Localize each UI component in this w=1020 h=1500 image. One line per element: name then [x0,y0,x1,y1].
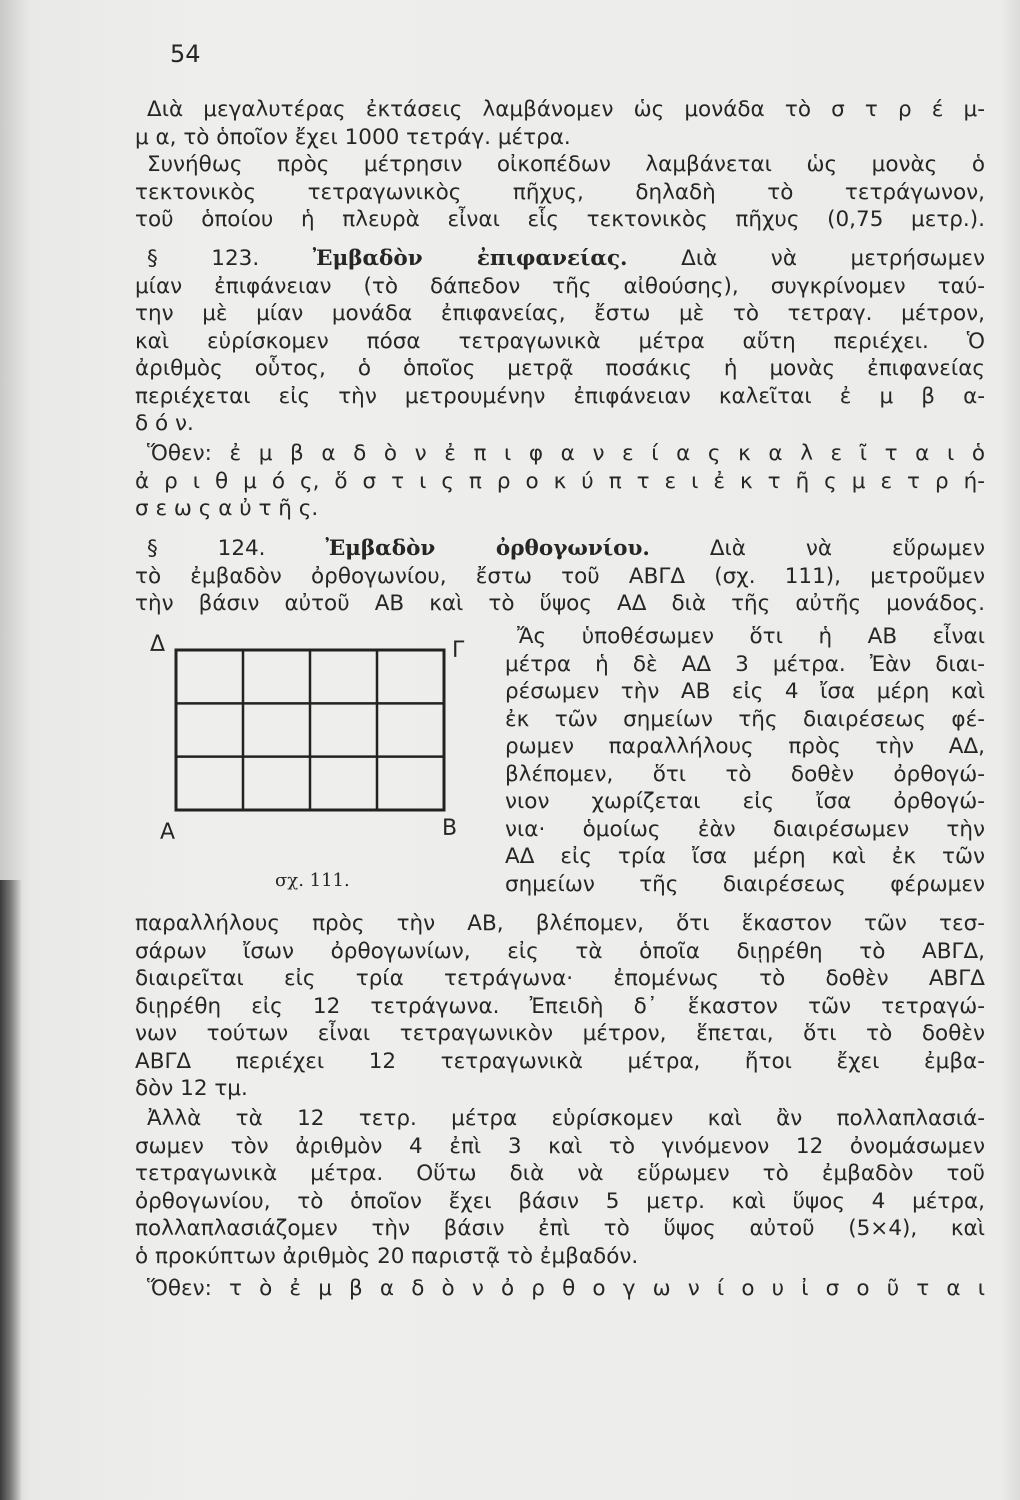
text-line: ἀ ρ ι θ μ ό ς, ὅ σ τ ι ς π ρ ο κ ύ π τ ε ι ἐ κ τ ῆ ς μ ε τ ρ ή- [135,468,985,494]
section-124-heading-line [135,535,985,563]
text-line: νιον χωρίζεται εἰς ἴσα ὀρθογώ- [505,789,985,814]
text-line: ὁ προκύπτων ἀριθμὸς 20 παριστᾷ τὸ ἐμβαδόν. [135,1243,639,1269]
text-line: ρέσωμεν τὴν ΑΒ εἰς 4 ἴσα μέρη καὶ [505,679,985,704]
text-line: Ἄς ὑποθέσωμεν ὅτι ἡ ΑΒ εἶναι [517,624,985,649]
section-first-text: Διὰ νὰ μετρήσωμεν [681,246,986,271]
text-line: ρωμεν παραλλήλους πρὸς τὴν ΑΔ, [505,734,985,759]
vertex-label-alpha: Α [160,820,176,845]
section-first-text: Διὰ νὰ εὕρωμεν [709,536,985,561]
text-line: ΑΒΓΔ περιέχει 12 τετραγωνικὰ μέτρα, ἤτοι ἔχει ἐμβα- [135,1048,985,1074]
text-line: καὶ εὑρίσκομεν πόσα τετραγωνικὰ μέτρα αὕτη περιέχει. Ὁ [135,328,985,354]
section-title: Ἐμβαδὸν ἐπιφανείας. [312,246,628,271]
text-line: παραλλήλους πρὸς τὴν ΑΒ, βλέπομεν, ὅτι ἕκαστον τῶν τεσ- [135,911,985,936]
text-line: μίαν ἐπιφάνειαν (τὸ δάπεδον τῆς αἰθούσης), συγκρίνομεν ταύ- [135,273,985,299]
text-line: μέτρα ἡ δὲ ΑΔ 3 μέτρα. Ἐὰν διαι- [505,651,985,677]
text-line: σωμεν τὸν ἀριθμὸν 4 ἐπὶ 3 καὶ τὸ γινόμενον 12 ὀνομάσωμεν [135,1133,985,1159]
rectangle-grid-svg [150,630,490,830]
section-123-heading-line [135,245,985,273]
definition-rectangle-area [135,1275,985,1303]
text-line: Ὅθεν: ἐ μ β α δ ὸ ν ἐ π ι φ α ν ε ί α ς κ α λ ε ῖ τ α ι ὁ [147,441,985,466]
text-line: τοῦ ὁποίου ἡ πλευρὰ εἶναι εἷς τεκτονικὸς πῆχυς (0,75 μετρ.). [135,207,985,232]
text-line: Ὅθεν: τ ὸ ἐ μ β α δ ὸ ν ὀ ρ θ ο γ ω ν ί ο υ ἰ σ ο ῦ τ α ι [147,1276,985,1301]
figure-caption: σχ. 111. [275,870,350,891]
section-title: Ἐμβαδὸν ὀρθογωνίου. [325,536,650,561]
text-line: Συνήθως πρὸς μέτρησιν οἰκοπέδων λαμβάνεται ὡς μονὰς ὁ [147,152,985,177]
paragraph-strema [135,96,985,151]
section-number: § 123. [147,246,260,271]
section-124 [135,535,985,618]
text-line: δὸν 12 τμ. [135,1076,248,1101]
text-line: τὴν βάσιν αὐτοῦ ΑΒ καὶ τὸ ὕψος ΑΔ διὰ τῆς αὐτῆς μονάδος. [135,591,985,616]
text-line: ὀρθογωνίου, τὸ ὁποῖον ἔχει βάσιν 5 μετρ. καὶ ὕψος 4 μέτρα, [135,1188,985,1214]
text-line: νων τούτων εἶναι τετραγωνικὸν μέτρον, ἕπεται, ὅτι τὸ δοθὲν [135,1021,985,1046]
text-line: ΑΔ εἰς τρία ἴσα μέρη καὶ ἐκ τῶν [505,844,985,869]
text-line: μ α, τὸ ὁποῖον ἔχει 1000 τετράγ. μέτρα. [135,124,571,150]
page-edge-shadow [0,880,22,1500]
text-line: τετραγωνικὰ μέτρα. Οὕτω διὰ νὰ εὕρωμεν τὸ ἐμβαδὸν τοῦ [135,1161,985,1186]
page-number: 54 [170,40,201,68]
vertex-label-beta: Β [442,816,458,841]
text-line: ἀριθμὸς οὗτος, ὁ ὁποῖος μετρᾷ ποσάκις ἡ μονὰς ἐπιφανείας [135,356,985,381]
text-line: τὸ ἐμβαδὸν ὀρθογωνίου, ἔστω τοῦ ΑΒΓΔ (σχ. 111), μετροῦμεν [135,563,985,589]
text-line: βλέπομεν, ὅτι τὸ δοθὲν ὀρθογώ- [505,761,985,787]
text-line: την μὲ μίαν μονάδα ἐπιφανείας, ἔστω μὲ τὸ τετραγ. μέτρον, [135,301,985,326]
paragraph-twelve-squares [135,910,985,1103]
text-line: σάρων ἴσων ὀρθογωνίων, εἰς τὰ ὁποῖα διῃρέθη τὸ ΑΒΓΔ, [135,938,985,964]
section-123 [135,245,985,438]
text-line: σ ε ω ς α ὐ τ ῆ ς. [135,496,319,521]
text-line: σημείων τῆς διαιρέσεως φέρωμεν [505,871,985,897]
text-line: δ ό ν. [135,411,194,436]
text-line: περιέχεται εἰς τὴν μετρουμένην ἐπιφάνειαν καλεῖται ἐ μ β α- [135,383,985,409]
text-line: νια· ὁμοίως ἐὰν διαιρέσωμεν τὴν [505,816,985,842]
figure-rectangle-grid [150,630,490,890]
text-line: διαιρεῖται εἰς τρία τετράγωνα· ἐπομένως τὸ δοθὲν ΑΒΓΔ [135,966,985,991]
paragraph-cubit [135,151,985,234]
definition-area [135,440,985,523]
section-number: § 124. [147,536,266,561]
text-line: πολλαπλασιάζομεν τὴν βάσιν ἐπὶ τὸ ὕψος αὐτοῦ (5×4), καὶ [135,1216,985,1241]
text-line: Διὰ μεγαλυτέρας ἐκτάσεις λαμβάνομεν ὡς μονάδα τὸ σ τ ρ έ μ- [147,97,985,122]
vertex-label-gamma: Γ [452,638,465,663]
paragraph-multiplication [135,1105,985,1270]
text-line: ἐκ τῶν σημείων τῆς διαιρέσεως φέ- [505,706,985,732]
vertex-label-delta: Δ [150,632,166,657]
side-paragraph [505,623,985,898]
text-line: Ἀλλὰ τὰ 12 τετρ. μέτρα εὑρίσκομεν καὶ ἂν πολλαπλασιά- [147,1106,985,1131]
text-line: τεκτονικὸς τετραγωνικὸς πῆχυς, δηλαδὴ τὸ τετράγωνον, [135,179,985,205]
text-line: διῃρέθη εἰς 12 τετράγωνα. Ἐπειδὴ δ᾽ ἕκαστον τῶν τετραγώ- [135,993,985,1019]
